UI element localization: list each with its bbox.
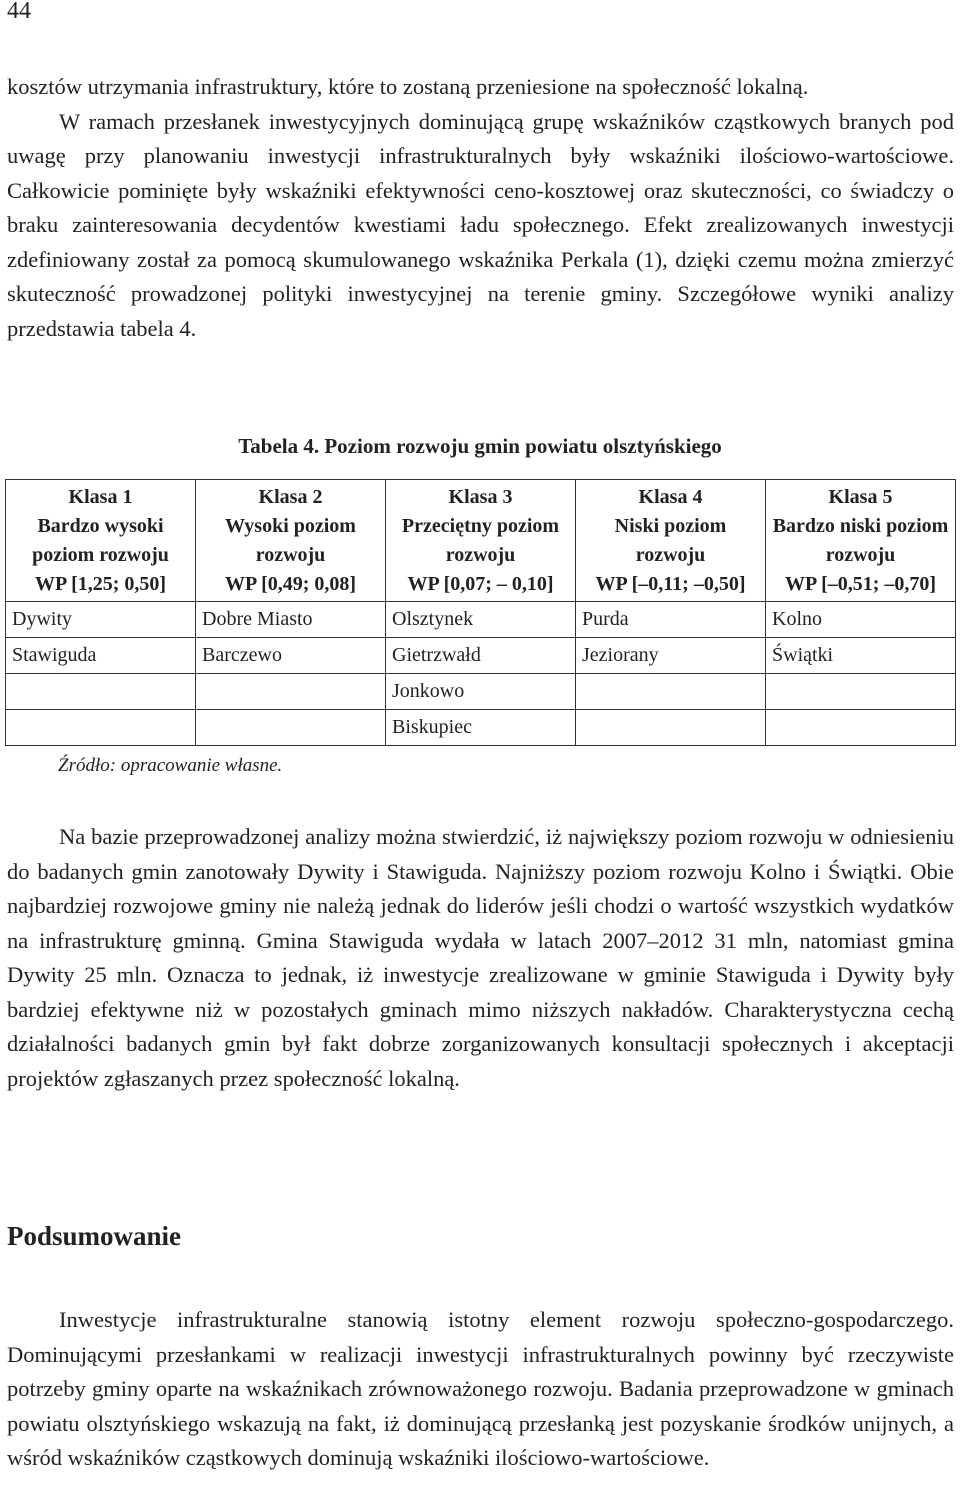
class-name: Wysoki poziom rozwoju bbox=[225, 515, 356, 566]
table-cell: Jonkowo bbox=[386, 674, 576, 710]
table-cell bbox=[6, 674, 196, 710]
table-row bbox=[6, 710, 956, 746]
class-label: Klasa 1 bbox=[68, 486, 133, 508]
table-cell bbox=[6, 710, 196, 746]
class-range: WP [0,49; 0,08] bbox=[224, 573, 357, 595]
table-cell: Gietrzwałd bbox=[386, 638, 576, 674]
column-header-class-2 bbox=[196, 480, 386, 602]
class-range: WP [–0,11; –0,50] bbox=[595, 573, 746, 595]
paragraph-intro-main: W ramach przesłanek inwestycyjnych dominującą grupę wskaźników cząstkowych branych pod uwagę przy planowaniu inwestycji infrastrukturalnych były wskaźniki ilościowo-wartościowe. Całkowicie pominięte były wskaźniki efektywności ceno-kosztowej oraz skuteczności, co świadczy o braku zainteresowania decydentów kwestiami ładu społecznego. Efekt zrealizowanych inwestycji zdefiniowany został za pomocą skumulowanego wskaźnika Perkala (1), dzięki czemu można zmierzyć skuteczność prowadzonej polityki inwestycyjnej na terenie gminy. Szczegółowe wyniki analizy przedstawia tabela 4. bbox=[7, 108, 954, 341]
table-cell bbox=[576, 710, 766, 746]
table-cell: Olsztynek bbox=[386, 602, 576, 638]
table-cell bbox=[576, 674, 766, 710]
class-label: Klasa 4 bbox=[638, 486, 703, 508]
paragraph-intro bbox=[7, 70, 954, 346]
table-row bbox=[6, 602, 956, 638]
table-cell: Dobre Miasto bbox=[196, 602, 386, 638]
column-header-class-5 bbox=[766, 480, 956, 602]
paragraph-analysis bbox=[7, 820, 954, 1096]
class-range: WP [0,07; – 0,10] bbox=[407, 573, 554, 595]
paragraph-summary-text: Inwestycje infrastrukturalne stanowią istotny element rozwoju społeczno-gospodarczego. Dominującymi przesłankami w realizacji inwestycji infrastrukturalnych powinny być rzeczywiste potrzeby gminy oparte na wskaźnikach zrównoważonego rozwoju. Badania przeprowadzone w gminach powiatu olsztyńskiego wskazują na fakt, iż dominującą przesłanką jest pozyskanie środków unijnych, a wśród wskaźników cząstkowych dominują wskaźniki ilościowo-wartościowe. bbox=[7, 1307, 954, 1470]
class-label: Klasa 3 bbox=[448, 486, 513, 508]
column-header-class-3 bbox=[386, 480, 576, 602]
table-source: Źródło: opracowanie własne. bbox=[58, 755, 283, 776]
table-cell bbox=[766, 710, 956, 746]
column-header-class-1 bbox=[6, 480, 196, 602]
paragraph-intro-continued: kosztów utrzymania infrastruktury, które to zostaną przeniesione na społeczność lokalną. bbox=[7, 74, 809, 99]
table-row bbox=[6, 674, 956, 710]
class-name: Przeciętny poziom rozwoju bbox=[401, 515, 560, 566]
class-name: Bardzo niski poziom rozwoju bbox=[772, 515, 949, 566]
table-cell: Dywity bbox=[6, 602, 196, 638]
table-cell: Stawiguda bbox=[6, 638, 196, 674]
page-number: 44 bbox=[7, 0, 31, 24]
table-cell bbox=[196, 710, 386, 746]
paragraph-summary bbox=[7, 1303, 954, 1476]
class-label: Klasa 2 bbox=[258, 486, 323, 508]
table-cell: Świątki bbox=[766, 638, 956, 674]
class-label: Klasa 5 bbox=[828, 486, 893, 508]
table-cell: Purda bbox=[576, 602, 766, 638]
class-range: WP [1,25; 0,50] bbox=[34, 573, 167, 595]
column-header-class-4 bbox=[576, 480, 766, 602]
table-caption: Tabela 4. Poziom rozwoju gmin powiatu olsztyńskiego bbox=[238, 434, 722, 458]
section-heading: Podsumowanie bbox=[7, 1221, 182, 1251]
table-cell: Jeziorany bbox=[576, 638, 766, 674]
table-header-row bbox=[6, 480, 956, 602]
table-cell bbox=[196, 674, 386, 710]
table-cell bbox=[766, 674, 956, 710]
class-name: Niski poziom rozwoju bbox=[614, 515, 727, 566]
table-row bbox=[6, 638, 956, 674]
class-range: WP [–0,51; –0,70] bbox=[784, 573, 937, 595]
class-name: Bardzo wysoki poziom rozwoju bbox=[32, 515, 169, 566]
table-cell: Biskupiec bbox=[386, 710, 576, 746]
table-cell: Kolno bbox=[766, 602, 956, 638]
development-level-table bbox=[5, 479, 956, 746]
paragraph-analysis-text: Na bazie przeprowadzonej analizy można stwierdzić, iż największy poziom rozwoju w odniesieniu do badanych gmin zanotowały Dywity i Stawiguda. Najniższy poziom rozwoju Kolno i Świątki. Obie najbardziej rozwojowe gminy nie należą jednak do liderów jeśli chodzi o wartość wszystkich wydatków na infrastrukturę gminną. Gmina Stawiguda wydała w latach 2007–2012 31 mln, natomiast gmina Dywity 25 mln. Oznacza to jednak, iż inwestycje zrealizowane w gminie Stawiguda i Dywity były bardziej efektywne niż w pozostałych gminach mimo niższych nakładów. Charakterystyczna cechą działalności badanych gmin był fakt dobrze zorganizowanych konsultacji społecznych i akceptacji projektów zgłaszanych przez społeczność lokalną. bbox=[7, 824, 954, 1091]
table-cell: Barczewo bbox=[196, 638, 386, 674]
